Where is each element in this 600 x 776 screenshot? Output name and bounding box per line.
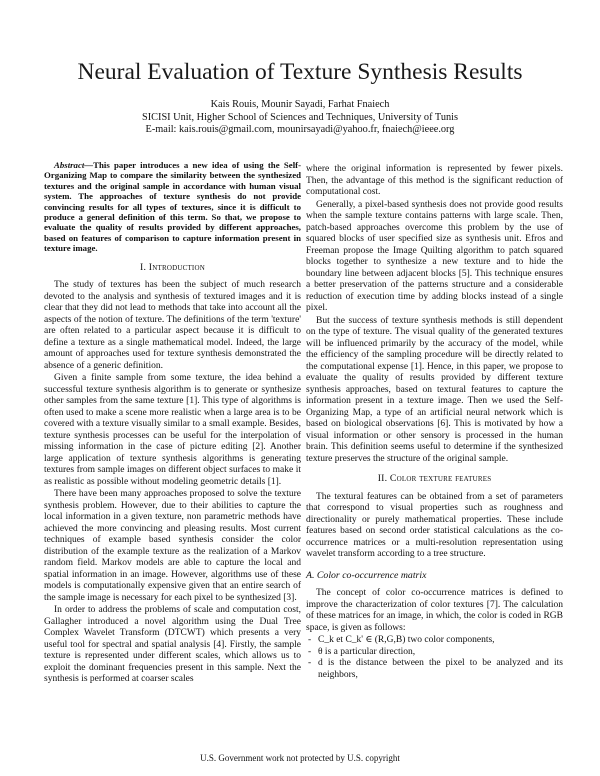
copyright-footer: U.S. Government work not protected by U.S. copyright xyxy=(200,753,400,763)
list-item: - θ is a particular direction, xyxy=(306,647,563,659)
paper-title: Neural Evaluation of Texture Synthesis Results xyxy=(77,59,523,85)
paragraph: The concept of color co-occurrence matrices is defined to improve the characterization of color textures [7]. The calculation of these matrices for an image, in which, the color is coded in RGB space, is given as follows: xyxy=(306,588,563,633)
section-heading-introduction: I. Introduction xyxy=(140,261,205,273)
subsection-heading-co-occurrence: A. Color co-occurrence matrix xyxy=(306,569,427,581)
abstract xyxy=(44,160,301,254)
paragraph: Generally, a pixel-based synthesis does not provide good results when the sample texture contains patterns with large scale. Then, patch-based approaches overcome this problem by the use of squared blocks of user specified size as synthesis unit. Efros and Freeman propose the Image Quilting algorithm to patch squared blocks together to synthesize a new texture and to hide the boundary line between adjacent blocks [5]. This technique ensures a better preservation of the patterns structure and a considerable reduction of execution time by adding blocks instead of a single pixel. xyxy=(306,199,563,313)
paragraph: In order to address the problems of scale and computation cost, Gallagher introduced a novel algorithm using the Dual Tree Complex Wavelet Transform (DTCWT) which presents a very useful tool for spectral and spatial analysis [4]. Firstly, the sample texture is represented under different scales, which allows us to exploit the dominant frequencies present in this sample. Next the synthesis is performed at coarser scales xyxy=(44,605,301,685)
right-column xyxy=(306,164,563,681)
paragraph: Given a finite sample from some texture, the idea behind a successful texture synthesis algorithm is to generate or synthesize other samples from the same texture [1]. This type of algorithms is often used to make a scene more realistic when a large area is to be covered with a texture visually similar to a small example. Besides, texture synthesis processes can be useful for the interpolation of missing information in the case of picture editing [2]. Another large application of texture synthesis algorithms is generating textures from sample images on different object surfaces to make it as realistic as possible without modeling geometric details [1]. xyxy=(44,373,301,487)
left-column xyxy=(44,160,301,687)
list-item: - d is the distance between the pixel to be analyzed and its neighbors, xyxy=(306,658,563,681)
paper-authors: Kais Rouis, Mounir Sayadi, Farhat Fnaiech xyxy=(210,99,390,110)
paragraph: The textural features can be obtained from a set of parameters that correspond to visual properties such as roughness and directionality or purely mathematical properties. These include features based on second order statistical calculations as the co-occurrence matrices or a multi-resolution representation using wavelet transform according to a tree structure. xyxy=(306,491,563,559)
paragraph: But the success of texture synthesis methods is still dependent on the type of texture. The visual quality of the generated textures will be influenced primarily by the accuracy of the model, while the efficiency of the sampling procedure will be directly related to the computational expense [1]. Hence, in this paper, we propose to evaluate the quality of results provided by different texture synthesis approaches, based on textural features to capture the information present in a texture image. Then we used the Self-Organizing Map, a type of an artificial neural network which is based on biological observations [6]. This is motivated by how a visual information or other sensory is processed in the human brain. This definition seems useful to determine if the synthesized texture preserves the structure of the original sample. xyxy=(306,315,563,464)
abstract-text: This paper introduces a new idea of using the Self-Organizing Map to compare the similarity between the synthesized textures and the original sample in accordance with human visual system. The approaches of texture synthesis do not provide convincing results for all types of textures, since it is difficult to produce a general definition of this term. So that, we propose to evaluate the quality of results provided by different approaches, based on features of comparison to capture information present in texture image. xyxy=(44,160,301,254)
list-item: - C_k et C_k' ∈ (R,G,B) two color components, xyxy=(306,635,563,647)
paragraph: where the original information is represented by fewer pixels. Then, the advantage of this method is the significant reduction of computational cost. xyxy=(306,164,563,197)
paragraph: The study of textures has been the subject of much research devoted to the analysis and synthesis of textured images and it is clear that they did not lead to methods that take into account all the aspects of the notion of texture. The definitions of the term 'texture' are often related to a particular aspect because it is difficult to define a texture as a single mathematical model. Indeed, the large amount of approaches used for texture synthesis demonstrated the absence of a generic definition. xyxy=(44,280,301,371)
paper-email: E-mail: kais.rouis@gmail.com, mounirsayadi@yahoo.fr, fnaiech@ieee.org xyxy=(145,124,455,135)
definition-list xyxy=(306,635,563,681)
paragraph: There have been many approaches proposed to solve the texture synthesis problem. However, due to their abilities to capture the local information in a given texture, non parametric methods have achieved the more convincing and pleasing results. Most current techniques of example based synthesis consider the color distribution of the example texture as the realization of a Markov random field. Markov models are able to capture the local and spatial information in an image. However, algorithms use of these models is computationally expensive given that an entire search of the sample image is necessary for each pixel to be synthesized [3]. xyxy=(44,489,301,603)
section-heading-color-texture-features: II. Color texture features xyxy=(377,473,492,484)
paper-affiliation: SICISI Unit, Higher School of Sciences and Techniques, University of Tunis xyxy=(142,112,458,123)
abstract-label: Abstract— xyxy=(54,160,94,170)
